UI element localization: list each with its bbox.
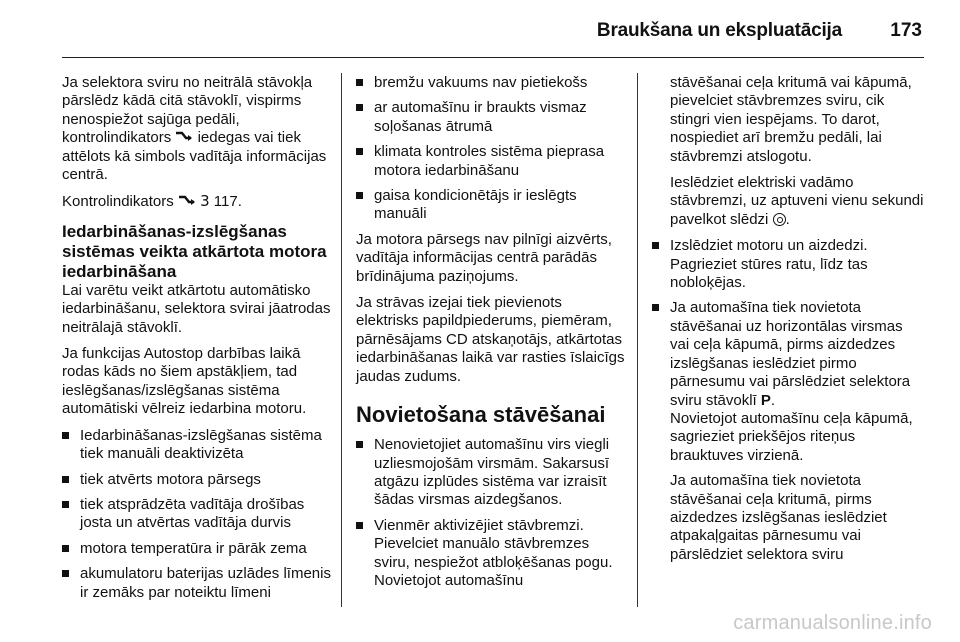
list-item: [62, 496, 332, 533]
condition-list: [62, 427, 332, 602]
paragraph: [62, 74, 332, 184]
watermark: carmanualsonline.info: [733, 612, 932, 634]
list-item-text: ar automašīnu ir braukts vismaz soļošanas ātrumā: [374, 99, 587, 135]
bullet-square-icon: [652, 304, 659, 311]
parking-brake-switch-icon: [773, 213, 786, 226]
list-item-text: gaisa kondicionētājs ir ieslēgts manuāli: [374, 187, 577, 223]
bullet-square-icon: [356, 441, 363, 448]
list-item: [62, 471, 332, 489]
list-item-text: Izslēdziet motoru un aizdedzi. Pagrieziet stūres ratu, līdz tas nobloķējas.: [670, 237, 868, 292]
bullet-square-icon: [652, 242, 659, 249]
list-item: [356, 436, 626, 510]
list-item-text: Novietojot automašīnu ceļa kāpumā, sagrieziet priekšējos riteņus brauktuves virzienā.: [670, 409, 913, 464]
list-item: [62, 565, 332, 602]
list-item: [62, 427, 332, 464]
bullet-square-icon: [62, 501, 69, 508]
page-number: 173: [890, 20, 922, 41]
bullet-square-icon: [356, 192, 363, 199]
paragraph: Ja automašīna tiek novietota stāvēšanai ceļa kritumā, pirms aizdedzes izslēgšanas ieslēdziet atpakaļgaitas pārnesumu vai pārslēdziet selektora sviru: [670, 472, 887, 563]
list-item: [62, 540, 332, 558]
paragraph: Ja strāvas izejai tiek pievienots elektrisks papildpiederums, piemēram, pārnēsājams CD atskaņotājs, atkārtotas iedarbināšanas laikā var rasties īslaicīgs jaudas zudums.: [356, 294, 625, 385]
paragraph: [62, 192, 332, 211]
gear-position-label: P: [760, 391, 771, 409]
list-item: [356, 99, 626, 136]
list-item-text: motora temperatūra ir pārāk zema: [80, 539, 307, 557]
shift-indicator-icon: [175, 131, 193, 143]
shift-indicator-icon: [178, 195, 196, 207]
list-item-text: tiek atsprādzēta vadītāja drošības josta un atvērtas vadītāja durvis: [80, 495, 305, 532]
page-reference[interactable]: 117.: [209, 193, 242, 211]
bullet-square-icon: [62, 476, 69, 483]
bullet-square-icon: [356, 79, 363, 86]
paragraph-text: iedegas vai tiek attēlots kā simbols vadītāja informācijas centrā.: [62, 129, 327, 184]
bullet-square-icon: [356, 148, 363, 155]
list-item-text: Vienmēr aktivizējiet stāvbremzi. Pievelciet manuālo stāvbremzes sviru, nespiežot atbloķēšanas pogu. Novietojot automašīnu: [374, 516, 613, 589]
paragraph-text: Ieslēdziet elektriski vadāmo stāvbremzi, uz aptuveni vienu sekundi pavelkot slēdzi: [670, 174, 924, 228]
list-item-text: bremžu vakuums nav pietiekošs: [374, 74, 588, 91]
condition-list-continued: [356, 74, 626, 224]
list-item-text: klimata kontroles sistēma pieprasa motora iedarbināšanu: [374, 143, 605, 179]
list-item: [356, 143, 626, 180]
bullet-square-icon: [62, 570, 69, 577]
paragraph: Lai varētu veikt atkārtotu automātisko iedarbināšanu, selektora svirai jāatrodas neitrālajā stāvoklī.: [62, 281, 331, 336]
bullet-square-icon: [356, 104, 363, 111]
list-item-text: Iedarbināšanas-izslēgšanas sistēma tiek manuāli deaktivizēta: [80, 426, 322, 463]
bullet-square-icon: [62, 432, 69, 439]
paragraph: [652, 174, 924, 229]
paragraph: stāvēšanai ceļa kritumā vai kāpumā, pievelciet stāvbremzes sviru, cik stingri vien iespējams. To darot, nospiediet arī bremžu pedāli, lai stāvbremzi atslogotu.: [670, 74, 912, 165]
list-item-text: Ja automašīna tiek novietota stāvēšanai uz horizontālas virsmas vai ceļa kāpumā, pirms aizdedzes izslēgšanas ieslēdziet pirmo pārnesumu vai pārslēdziet selektora sviru stāvoklī: [670, 299, 911, 409]
paragraph-text: .: [785, 210, 790, 228]
list-item: [356, 74, 626, 92]
column-divider-1: [341, 73, 342, 607]
list-item-text: akumulatoru baterijas uzlādes līmenis ir zemāks par noteiktu līmeni: [80, 565, 331, 601]
page-reference-icon[interactable]: 3: [200, 192, 210, 211]
paragraph: Ja funkcijas Autostop darbības laikā rodas kāds no šiem apstākļiem, tad ieslēgšanas/izslēgšanas sistēma automātiski vēlreiz iedarbina motoru.: [62, 345, 307, 418]
header-divider: [62, 57, 924, 58]
parking-list-continued: [652, 237, 924, 465]
list-item-text: .: [770, 391, 776, 409]
parking-list: [356, 436, 626, 590]
page-header: [0, 0, 960, 60]
list-item: [652, 237, 924, 292]
list-item: [652, 299, 924, 465]
list-item-text: tiek atvērts motora pārsegs: [80, 470, 261, 488]
column-divider-2: [637, 73, 638, 607]
column-2: [356, 74, 626, 597]
bullet-square-icon: [62, 545, 69, 552]
paragraph-text: Kontrolindikators: [62, 193, 174, 211]
section-heading: Novietošana stāvēšanai: [356, 402, 606, 428]
bullet-square-icon: [356, 522, 363, 529]
column-3: [652, 74, 924, 572]
column-1: [62, 74, 332, 609]
subsection-heading: Iedarbināšanas-izslēgšanas sistēmas veikta atkārtota motora iedarbināšana: [62, 221, 327, 281]
list-item-text: Nenovietojiet automašīnu virs viegli uzliesmojošām virsmām. Sakarsusī atgāzu izplūdes sistēma var izraisīt šādas virsmas aizdegšanos.: [374, 436, 610, 509]
list-item: [356, 517, 626, 591]
paragraph: Ja motora pārsegs nav pilnīgi aizvērts, vadītāja informācijas centrā parādās brīdinājuma paziņojums.: [356, 230, 612, 285]
list-item: [356, 187, 626, 224]
paragraph-text: Ja selektora sviru no neitrālā stāvokļa pārslēdz kādā citā stāvoklī, vispirms nenospiežot sajūga pedāli, kontrolindikators: [62, 74, 313, 147]
section-title: Braukšana un ekspluatācija: [596, 20, 842, 41]
